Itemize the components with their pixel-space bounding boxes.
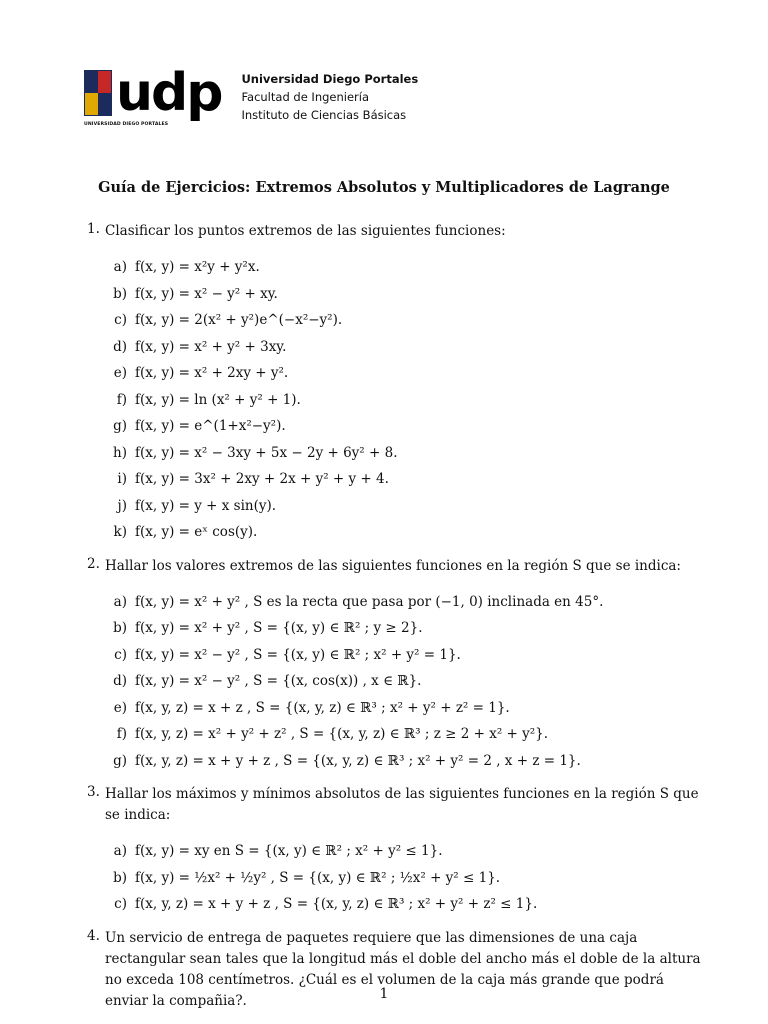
- formula: f(x, y) = e^(1+x²−y²).: [135, 418, 286, 435]
- formula: f(x, y) = x² − y² , S = {(x, y) ∈ ℝ² ; x² + y² = 1}.: [135, 646, 461, 663]
- formula: f(x, y) = x² + y² , S = {(x, y) ∈ ℝ² ; y ≥ 2}.: [135, 620, 423, 637]
- sub-item: [105, 334, 701, 361]
- sub-item-label: a): [113, 843, 127, 860]
- sub-item: [105, 668, 701, 695]
- sub-item-label: a): [113, 593, 127, 610]
- question: [87, 556, 701, 577]
- page-number: 1: [379, 986, 389, 1002]
- question-number: 2.: [87, 555, 100, 572]
- sub-item: [105, 493, 701, 520]
- sub-item: [105, 891, 701, 918]
- question-number: 4.: [87, 927, 100, 944]
- sub-item: [105, 413, 701, 440]
- sub-item-label: c): [114, 312, 127, 329]
- formula: f(x, y, z) = x + z , S = {(x, y, z) ∈ ℝ³ ; x² + y² + z² = 1}.: [135, 699, 510, 716]
- sub-item-label: k): [113, 524, 127, 541]
- sub-item-label: b): [113, 285, 127, 302]
- sub-item-label: c): [114, 646, 127, 663]
- sub-item-label: g): [113, 418, 127, 435]
- formula: f(x, y) = eˣ cos(y).: [135, 524, 258, 541]
- formula: f(x, y, z) = x + y + z , S = {(x, y, z) ∈ ℝ³ ; x² + y² = 2 , x + z = 1}.: [135, 752, 581, 769]
- sub-item: [105, 307, 701, 334]
- formula: f(x, y) = 3x² + 2xy + 2x + y² + y + 4.: [135, 471, 389, 488]
- sub-item: [105, 642, 701, 669]
- sub-item: [105, 387, 701, 414]
- logo-text: udp: [116, 63, 222, 123]
- sub-item-label: h): [113, 444, 127, 461]
- formula: f(x, y) = ½x² + ½y² , S = {(x, y) ∈ ℝ² ; ½x² + y² ≤ 1}.: [135, 869, 501, 886]
- formula: f(x, y, z) = x + y + z , S = {(x, y, z) ∈ ℝ³ ; x² + y² + z² ≤ 1}.: [135, 896, 538, 913]
- sub-item: [105, 466, 701, 493]
- logo-caption: UNIVERSIDAD DIEGO PORTALES: [84, 122, 169, 127]
- sub-item: [105, 281, 701, 308]
- sub-item: [105, 721, 701, 748]
- exercise-list: [87, 221, 701, 1022]
- question-block: [87, 556, 701, 775]
- university-name: Universidad Diego Portales: [241, 72, 419, 86]
- sub-item-label: e): [113, 365, 127, 382]
- sub-item: [105, 519, 701, 546]
- university-crest-icon: [84, 70, 112, 116]
- sub-item-label: j): [117, 497, 127, 514]
- sub-item-label: a): [113, 259, 127, 276]
- question-text: Hallar los valores extremos de las siguientes funciones en la región S que se indica:: [105, 557, 681, 574]
- sub-item-label: i): [117, 471, 127, 488]
- sub-item-label: g): [113, 752, 127, 769]
- formula: f(x, y) = 2(x² + y²)e^(−x²−y²).: [135, 312, 343, 329]
- sub-item-list: [105, 838, 701, 918]
- question-text: Clasificar los puntos extremos de las siguientes funciones:: [105, 223, 506, 239]
- question-text: Hallar los máximos y mínimos absolutos de las siguientes funciones en la región S que se indica:: [105, 786, 699, 823]
- institute-name: Instituto de Ciencias Básicas: [241, 108, 407, 122]
- sub-item: [105, 748, 701, 775]
- sub-item-label: c): [114, 896, 127, 913]
- question-block: [87, 784, 701, 918]
- formula: f(x, y) = x² + 2xy + y².: [135, 365, 289, 382]
- question-block: [87, 221, 701, 546]
- formula: f(x, y) = ln (x² + y² + 1).: [135, 391, 301, 408]
- sub-item-label: f): [116, 726, 127, 743]
- formula: f(x, y) = x² + y² , S es la recta que pasa por (−1, 0) inclinada en 45°.: [135, 593, 604, 610]
- sub-item: [105, 360, 701, 387]
- sub-item: [105, 838, 701, 865]
- sub-item-label: d): [113, 338, 127, 355]
- sub-item-label: f): [116, 391, 127, 408]
- question-number: 3.: [87, 784, 100, 800]
- faculty-name: Facultad de Ingeniería: [241, 90, 370, 104]
- sub-item-label: b): [113, 620, 127, 637]
- sub-item: [105, 254, 701, 281]
- formula: f(x, y) = x² − y² + xy.: [135, 285, 278, 302]
- formula: f(x, y) = x²y + y²x.: [135, 259, 260, 276]
- sub-item: [105, 440, 701, 467]
- sub-item: [105, 615, 701, 642]
- formula: f(x, y) = x² − 3xy + 5x − 2y + 6y² + 8.: [135, 444, 398, 461]
- sub-item: [105, 865, 701, 892]
- formula: f(x, y, z) = x² + y² + z² , S = {(x, y, z) ∈ ℝ³ ; z ≥ 2 + x² + y²}.: [135, 726, 549, 743]
- sub-item: [105, 695, 701, 722]
- sub-item: [105, 589, 701, 616]
- formula: f(x, y) = x² − y² , S = {(x, cos(x)) , x ∈ ℝ}.: [135, 673, 422, 690]
- sub-item-label: b): [113, 869, 127, 886]
- sub-item-label: e): [113, 699, 127, 716]
- sub-item-list: [105, 589, 701, 775]
- page-header: [84, 63, 419, 127]
- question-number: 1.: [87, 221, 100, 237]
- sub-item-list: [105, 254, 701, 546]
- formula: f(x, y) = y + x sin(y).: [135, 497, 277, 514]
- document-title: Guía de Ejercicios: Extremos Absolutos y Multiplicadores de Lagrange: [98, 179, 670, 196]
- formula: f(x, y) = x² + y² + 3xy.: [135, 338, 287, 355]
- question: [87, 784, 701, 826]
- formula: f(x, y) = xy en S = {(x, y) ∈ ℝ² ; x² + y² ≤ 1}.: [135, 843, 443, 860]
- question-text: Un servicio de entrega de paquetes requiere que las dimensiones de una caja rectangular sean tales que la longitud más el doble del ancho más el doble de la altura no exceda 108 centímetros. ¿Cuál es el volumen de la caja más grande que podrá enviar la compañia?.: [105, 929, 701, 1009]
- question: [87, 221, 701, 242]
- institution-block: [241, 70, 418, 124]
- sub-item-label: d): [113, 673, 127, 690]
- university-logo: [84, 63, 222, 127]
